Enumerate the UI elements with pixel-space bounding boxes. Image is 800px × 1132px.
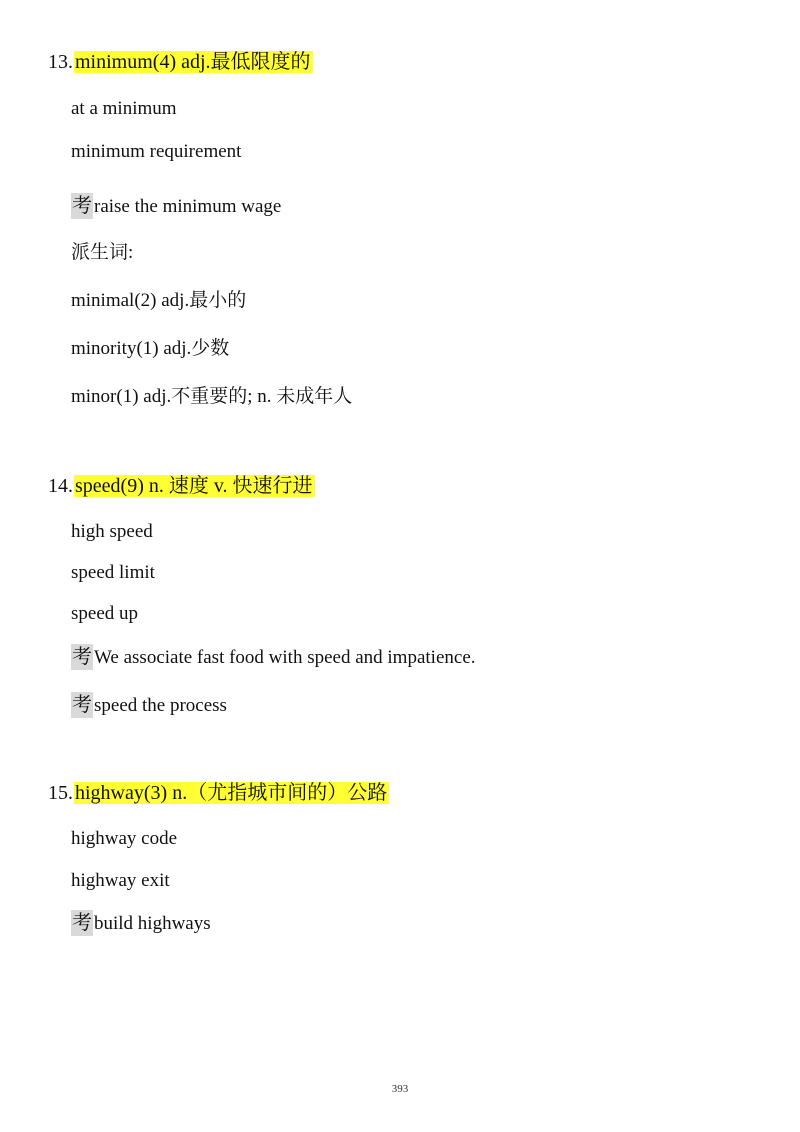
entry-15-heading: [48, 780, 389, 806]
entry-13-heading: [48, 49, 313, 75]
headword-highlight: speed(9) n. 速度 v. 快速行进: [75, 475, 313, 497]
phrase-item: highway code: [71, 828, 178, 849]
phrase-text: speed the process: [94, 695, 227, 716]
entry-number: 15.: [48, 782, 73, 804]
phrase-item: minimum requirement: [71, 141, 242, 162]
derivative-item: minimal(2) adj.最小的: [71, 290, 247, 311]
phrase-text: build highways: [94, 913, 211, 934]
derivative-item: minor(1) adj.不重要的; n. 未成年人: [71, 386, 353, 407]
entry-number: 13.: [48, 51, 73, 73]
page-number: 393: [391, 1083, 409, 1095]
entry-number: 14.: [48, 475, 73, 497]
phrase-text: raise the minimum wage: [94, 196, 282, 217]
headword-highlight: minimum(4) adj.最低限度的: [75, 51, 311, 73]
entry-14-heading: [48, 473, 315, 499]
exam-phrase-item: [71, 692, 227, 719]
derivative-item: minority(1) adj.少数: [71, 338, 230, 359]
exam-marker-badge: 考: [72, 912, 92, 934]
exam-phrase-item: [71, 644, 476, 671]
phrase-text: We associate fast food with speed and impatience.: [94, 647, 476, 668]
phrase-item: at a minimum: [71, 98, 177, 119]
exam-marker-badge: 考: [72, 195, 92, 217]
phrase-item: speed up: [71, 603, 139, 624]
phrase-item: speed limit: [71, 562, 155, 583]
phrase-item: high speed: [71, 521, 153, 542]
headword-highlight: highway(3) n.（尤指城市间的）公路: [75, 782, 388, 804]
phrase-item: highway exit: [71, 870, 170, 891]
exam-marker-badge: 考: [72, 694, 92, 716]
exam-marker-badge: 考: [72, 646, 92, 668]
exam-phrase-item: [71, 910, 211, 937]
derivatives-label: 派生词:: [71, 242, 134, 263]
exam-phrase-item: [71, 193, 281, 220]
